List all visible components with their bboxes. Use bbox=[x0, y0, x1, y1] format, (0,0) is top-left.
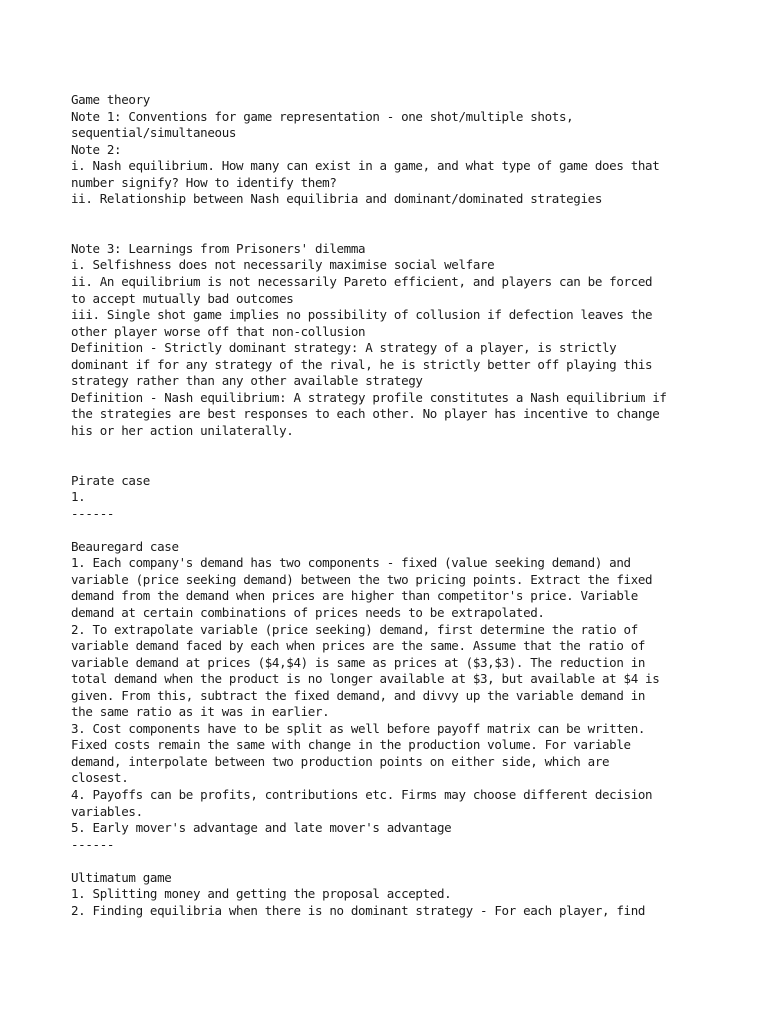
text-line: demand from the demand when prices are higher than competitor's price. Variable bbox=[71, 588, 638, 604]
text-line: 3. Cost components have to be split as well before payoff matrix can be written. bbox=[71, 720, 646, 736]
text-line: variable demand faced by each when prices are the same. Assume that the ratio of bbox=[71, 638, 646, 654]
text-line: dominant if for any strategy of the rival, he is strictly better off playing this bbox=[71, 356, 653, 372]
text-line: to accept mutually bad outcomes bbox=[71, 290, 294, 306]
blank-line bbox=[71, 853, 711, 870]
text-line: Fixed costs remain the same with change in the production volume. For variable bbox=[71, 737, 631, 753]
text-line: i. Selfishness does not necessarily maximise social welfare bbox=[71, 257, 495, 273]
document-page bbox=[71, 92, 711, 919]
text-line: 5. Early mover's advantage and late mover's advantage bbox=[71, 820, 452, 836]
text-line: ii. Relationship between Nash equilibria and dominant/dominated strategies bbox=[71, 191, 602, 207]
text-line: number signify? How to identify them? bbox=[71, 174, 337, 190]
text-line: Note 2: bbox=[71, 141, 122, 157]
text-line: strategy rather than any other available strategy bbox=[71, 373, 423, 389]
text-line: 4. Payoffs can be profits, contributions etc. Firms may choose different decision bbox=[71, 786, 653, 802]
text-line: 1. bbox=[71, 489, 86, 505]
text-line: variable demand at prices ($4,$4) is same as prices at ($3,$3). The reduction in bbox=[71, 654, 646, 670]
blank-line bbox=[71, 208, 711, 225]
text-line: Note 1: Conventions for game representation - one shot/multiple shots, bbox=[71, 108, 574, 124]
text-line: demand, interpolate between two production points on either side, which are bbox=[71, 753, 610, 769]
text-line: ------ bbox=[71, 505, 115, 521]
text-line: 2. To extrapolate variable (price seeking) demand, first determine the ratio of bbox=[71, 621, 638, 637]
text-line: variable (price seeking demand) between the two pricing points. Extract the fixed bbox=[71, 571, 653, 587]
text-line: total demand when the product is no longer available at $3, but available at $4 is bbox=[71, 671, 660, 687]
text-line: iii. Single shot game implies no possibility of collusion if defection leaves the bbox=[71, 307, 653, 323]
text-line: closest. bbox=[71, 770, 129, 786]
text-line: Definition - Strictly dominant strategy: A strategy of a player, is strictly bbox=[71, 340, 617, 356]
blank-line bbox=[71, 224, 711, 241]
text-line: sequential/simultaneous bbox=[71, 125, 237, 141]
text-line: the strategies are best responses to each other. No player has incentive to change bbox=[71, 406, 660, 422]
text-line: ------ bbox=[71, 836, 115, 852]
text-line: 2. Finding equilibria when there is no dominant strategy - For each player, find bbox=[71, 902, 646, 918]
blank-line bbox=[71, 439, 711, 456]
text-line: Note 3: Learnings from Prisoners' dilemma bbox=[71, 240, 366, 256]
text-line: his or her action unilaterally. bbox=[71, 422, 294, 438]
text-line: variables. bbox=[71, 803, 143, 819]
text-line: Pirate case bbox=[71, 472, 150, 488]
blank-line bbox=[71, 456, 711, 473]
text-line: demand at certain combinations of prices needs to be extrapolated. bbox=[71, 604, 545, 620]
text-line: Game theory bbox=[71, 92, 150, 107]
text-line: 1. Each company's demand has two components - fixed (value seeking demand) and bbox=[71, 555, 631, 571]
blank-line bbox=[71, 522, 711, 539]
text-line: other player worse off that non-collusion bbox=[71, 323, 366, 339]
text-line: 1. Splitting money and getting the proposal accepted. bbox=[71, 886, 452, 902]
text-line: Beauregard case bbox=[71, 538, 179, 554]
text-line: ii. An equilibrium is not necessarily Pareto efficient, and players can be forced bbox=[71, 274, 653, 290]
text-line: Ultimatum game bbox=[71, 869, 172, 885]
text-line: given. From this, subtract the fixed demand, and divvy up the variable demand in bbox=[71, 687, 646, 703]
text-line: i. Nash equilibrium. How many can exist in a game, and what type of game does that bbox=[71, 158, 660, 174]
text-line: Definition - Nash equilibrium: A strategy profile constitutes a Nash equilibrium if bbox=[71, 389, 667, 405]
text-line: the same ratio as it was in earlier. bbox=[71, 704, 330, 720]
